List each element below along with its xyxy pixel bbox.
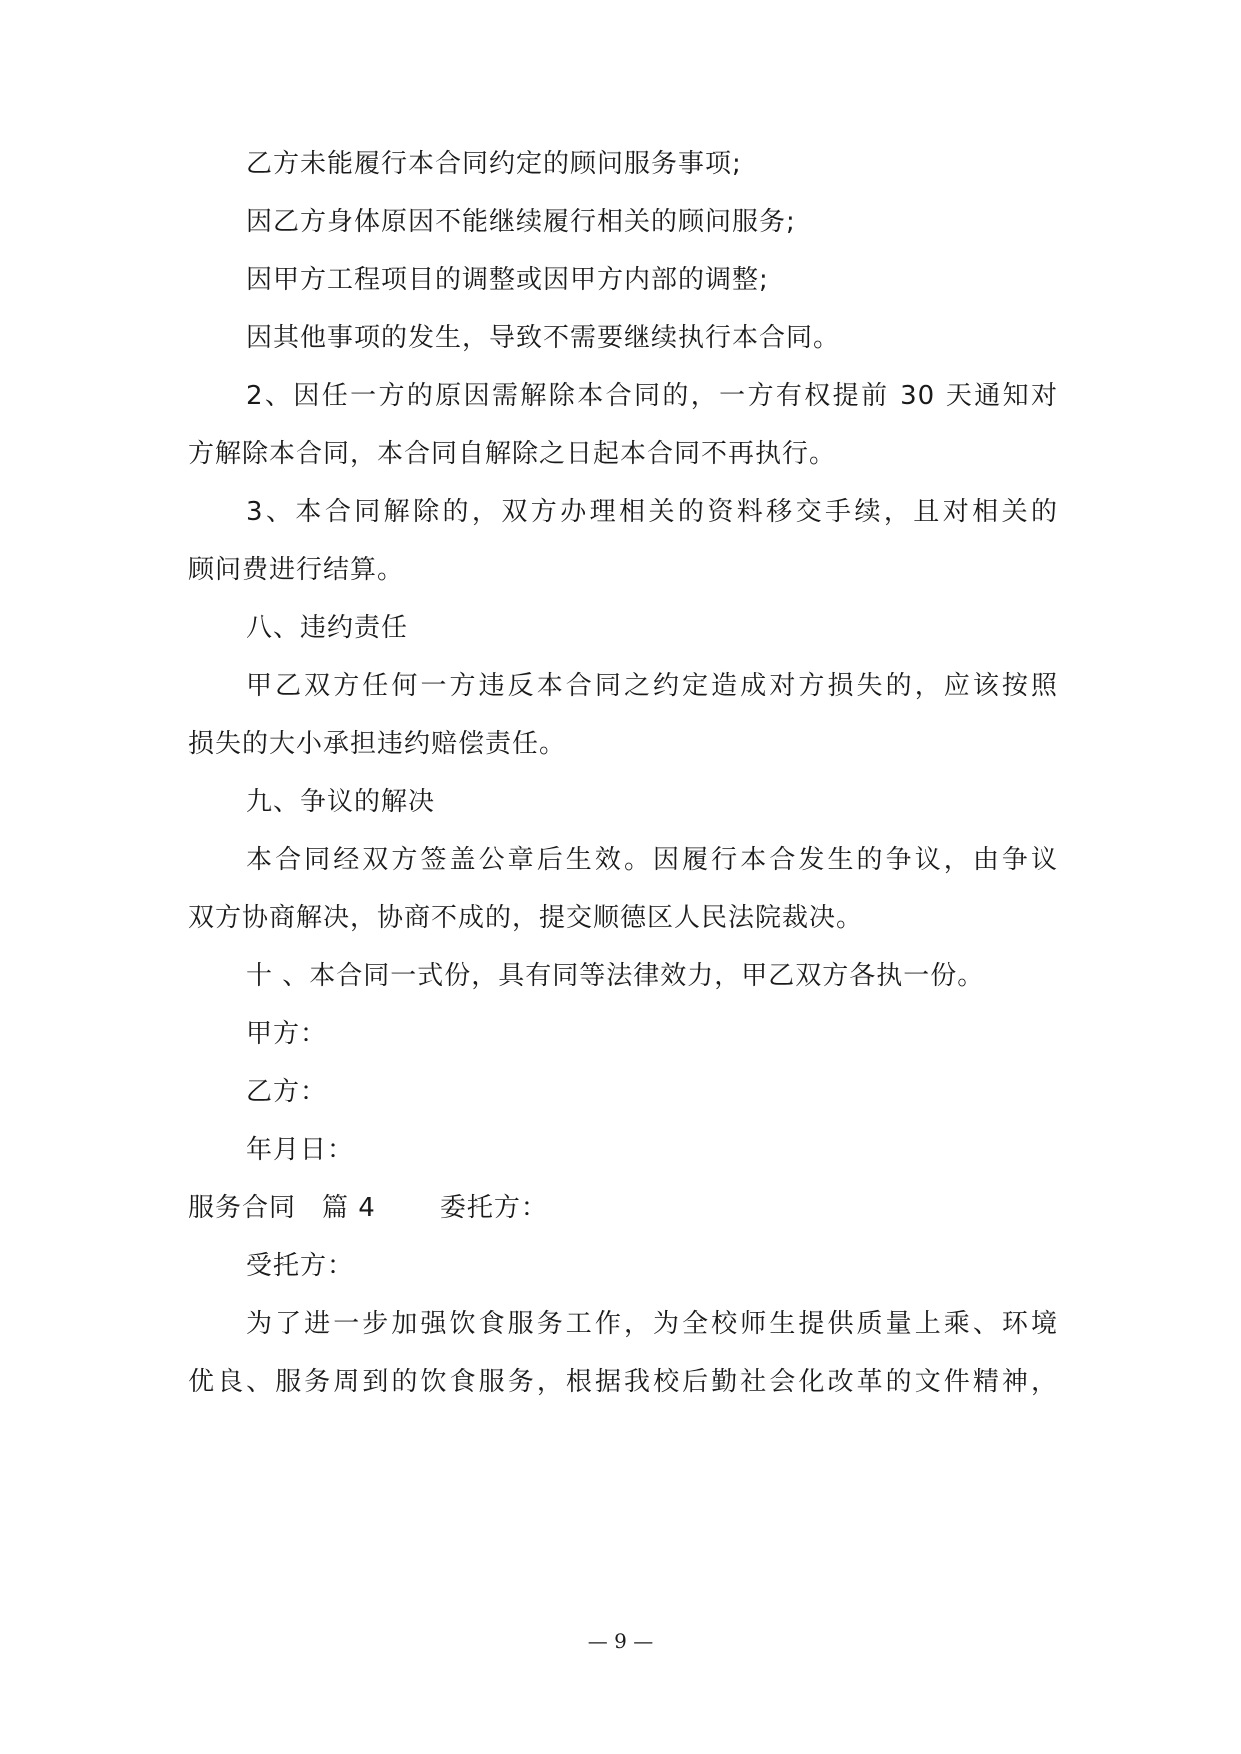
contract-part: 篇 4 xyxy=(322,1193,376,1223)
paragraph-line: 甲乙双方任何一方违反本合同之约定造成对方损失的，应该按照 xyxy=(246,671,1058,701)
paragraph-line: 双方协商解决，协商不成的，提交顺德区人民法院裁决。 xyxy=(188,903,864,933)
paragraph-line: 因乙方身体原因不能继续履行相关的顾问服务; xyxy=(246,207,796,237)
paragraph-line: 2、因任一方的原因需解除本合同的，一方有权提前 30 天通知对 xyxy=(246,381,1058,411)
party-b-label: 乙方： xyxy=(246,1077,328,1107)
paragraph-line: 因其他事项的发生，导致不需要继续执行本合同。 xyxy=(246,323,841,353)
paragraph-line: 顾问费进行结算。 xyxy=(188,555,405,585)
date-label: 年月日： xyxy=(246,1135,355,1165)
paragraph-line: 优良、服务周到的饮食服务，根据我校后勤社会化改革的文件精神， xyxy=(188,1367,1058,1397)
party-a-label: 甲方： xyxy=(246,1019,328,1049)
section-heading-breach: 八、违约责任 xyxy=(246,613,409,643)
contract-title: 服务合同 xyxy=(188,1193,297,1223)
client-party-label: 委托方： xyxy=(439,1193,548,1223)
contract-section-heading xyxy=(188,1192,1058,1224)
paragraph-line: 损失的大小承担违约赔偿责任。 xyxy=(188,729,567,759)
page-number: — 9 — xyxy=(587,1629,654,1653)
paragraph-line: 方解除本合同，本合同自解除之日起本合同不再执行。 xyxy=(188,439,837,469)
paragraph-line: 十 、本合同一式份，具有同等法律效力，甲乙双方各执一份。 xyxy=(246,961,985,991)
trustee-party-label: 受托方： xyxy=(246,1251,355,1281)
paragraph-line: 乙方未能履行本合同约定的顾问服务事项; xyxy=(246,149,742,179)
paragraph-line: 为了进一步加强饮食服务工作，为全校师生提供质量上乘、环境 xyxy=(246,1309,1058,1339)
paragraph-line: 3、本合同解除的，双方办理相关的资料移交手续，且对相关的 xyxy=(246,497,1058,527)
section-heading-dispute: 九、争议的解决 xyxy=(246,787,436,817)
paragraph-line: 本合同经双方签盖公章后生效。因履行本合发生的争议，由争议 xyxy=(246,845,1058,875)
paragraph-line: 因甲方工程项目的调整或因甲方内部的调整; xyxy=(246,265,769,295)
